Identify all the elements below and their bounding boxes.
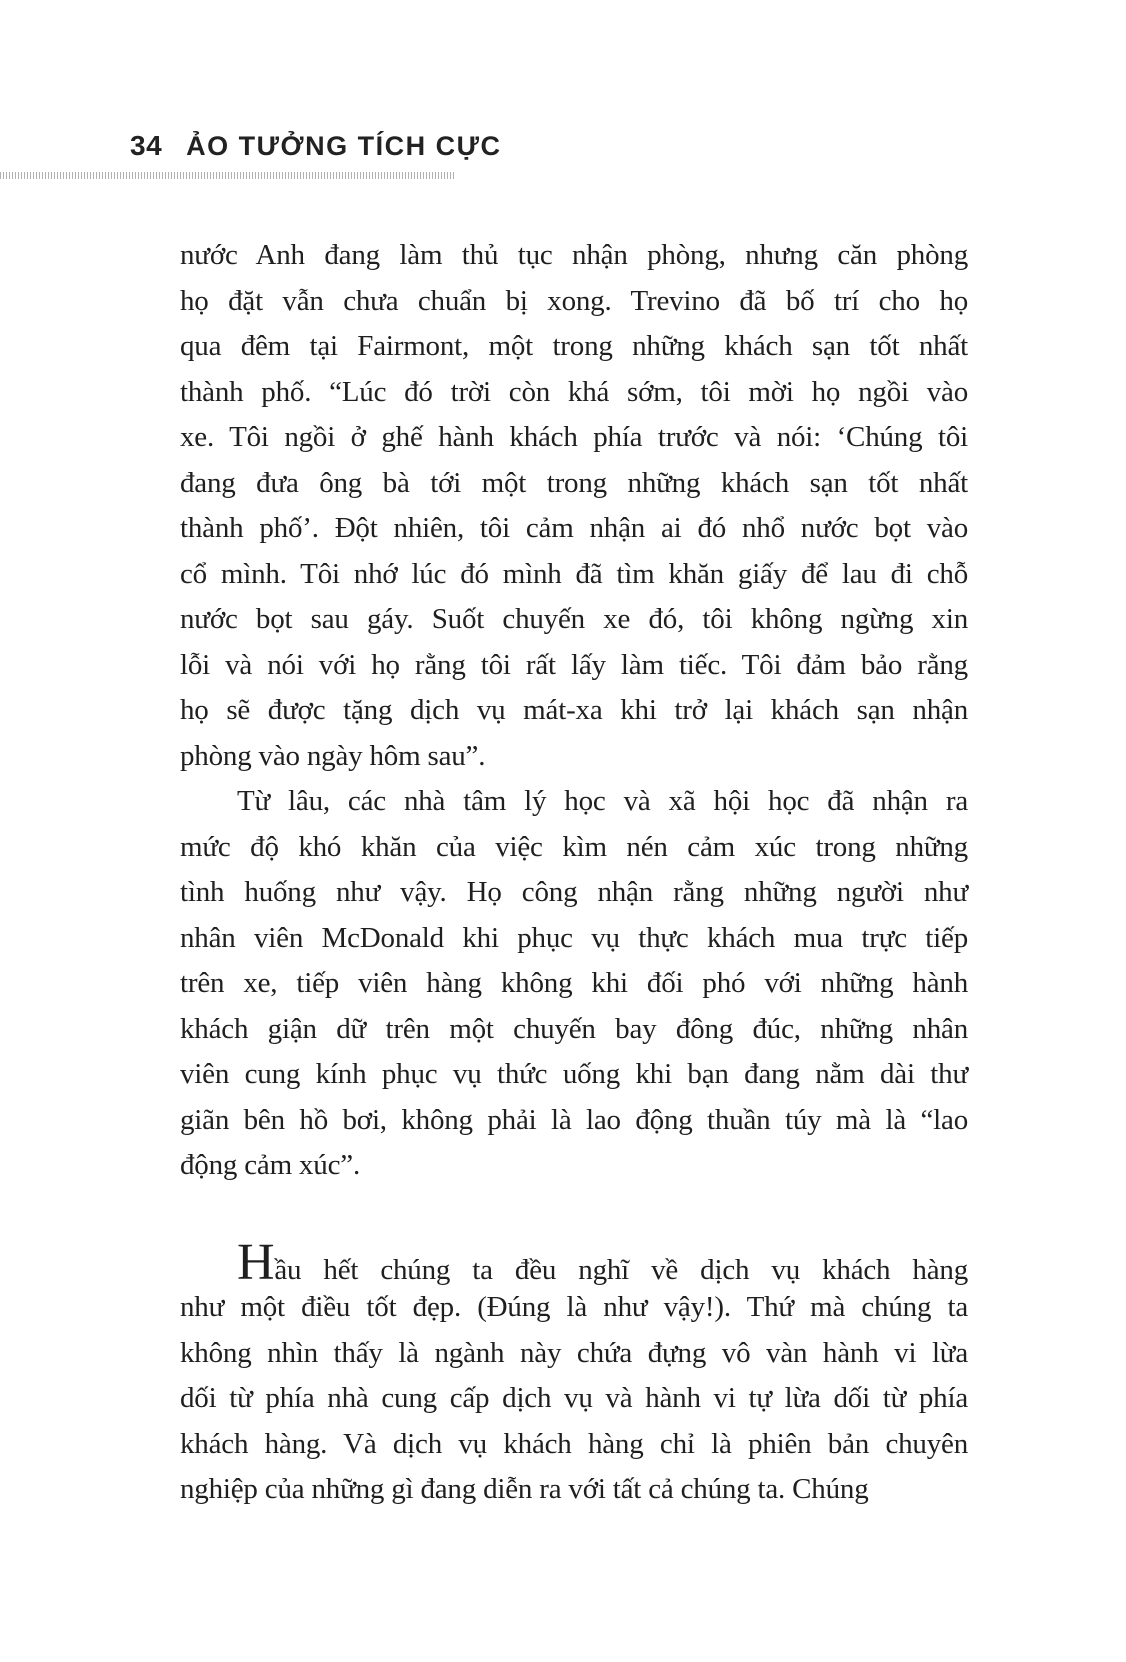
text-line: khách hàng. Và dịch vụ khách hàng chỉ là phiên bản chuyên [180,1427,968,1460]
text-line: động cảm xúc”. [180,1149,360,1181]
text-line: nước bọt sau gáy. Suốt chuyến xe đó, tôi không ngừng xin [180,603,968,635]
text-line: lỗi và nói với họ rằng tôi rất lấy làm tiếc. Tôi đảm bảo rằng [180,648,968,681]
text-line: xe. Tôi ngồi ở ghế hành khách phía trước và nói: ‘Chúng tôi [180,421,968,453]
text-line: phòng vào ngày hôm sau”. [180,739,486,772]
text-line: cổ mình. Tôi nhớ lúc đó mình đã tìm khăn giấy để lau đi chỗ [180,557,968,590]
text-line: trên xe, tiếp viên hàng không khi đối phó với những hành [180,967,968,999]
text-line: nghiệp của những gì đang diễn ra với tất cả chúng ta. Chúng [180,1473,869,1505]
paragraph [180,1233,968,1513]
text-line: tình huống như vậy. Họ công nhận rằng những người như [180,876,968,908]
text-line: thành phố’. Đột nhiên, tôi cảm nhận ai đó nhổ nước bọt vào [180,512,968,544]
text-line: nhân viên McDonald khi phục vụ thực khách mua trực tiếp [180,921,968,954]
text-line: qua đêm tại Fairmont, một trong những khách sạn tốt nhất [180,330,968,362]
text-line: khách giận dữ trên một chuyến bay đông đúc, những nhân [180,1012,968,1045]
text-line: viên cung kính phục vụ thức uống khi bạn đang nằm dài thư [180,1058,968,1090]
text-line: họ đặt vẫn chưa chuẩn bị xong. Trevino đã bố trí cho họ [180,284,968,317]
text-line: họ sẽ được tặng dịch vụ mát-xa khi trở lại khách sạn nhận [180,694,968,726]
text-line: thành phố. “Lúc đó trời còn khá sớm, tôi mời họ ngồi vào [180,375,968,408]
text-line: Từ lâu, các nhà tâm lý học và xã hội học đã nhận ra [237,785,968,817]
text-line: mức độ khó khăn của việc kìm nén cảm xúc trong những [180,830,968,863]
text-line: như một điều tốt đẹp. (Đúng là như vậy!). Thứ mà chúng ta [180,1291,968,1323]
text-line: đang đưa ông bà tới một trong những khách sạn tốt nhất [180,466,968,499]
text-line: dối từ phía nhà cung cấp dịch vụ và hành vi tự lừa dối từ phía [180,1382,968,1414]
text-line: giãn bên hồ bơi, không phải là lao động thuần túy mà là “lao [180,1103,968,1136]
text-line: Hầu hết chúng ta đều nghĩ về dịch vụ khách hàng [237,1233,968,1291]
body-text [180,233,968,1513]
page-header [130,130,501,162]
paragraph [180,233,968,779]
text-line: không nhìn thấy là ngành này chứa đựng vô vàn hành vi lừa [180,1336,968,1369]
initial-capital: H [237,1233,275,1291]
paragraph [180,779,968,1189]
page-number: 34 [130,130,163,161]
text-line: nước Anh đang làm thủ tục nhận phòng, nhưng căn phòng [180,239,968,271]
header-rule [0,172,456,179]
running-title: ẢO TƯỞNG TÍCH CỰC [186,131,502,161]
